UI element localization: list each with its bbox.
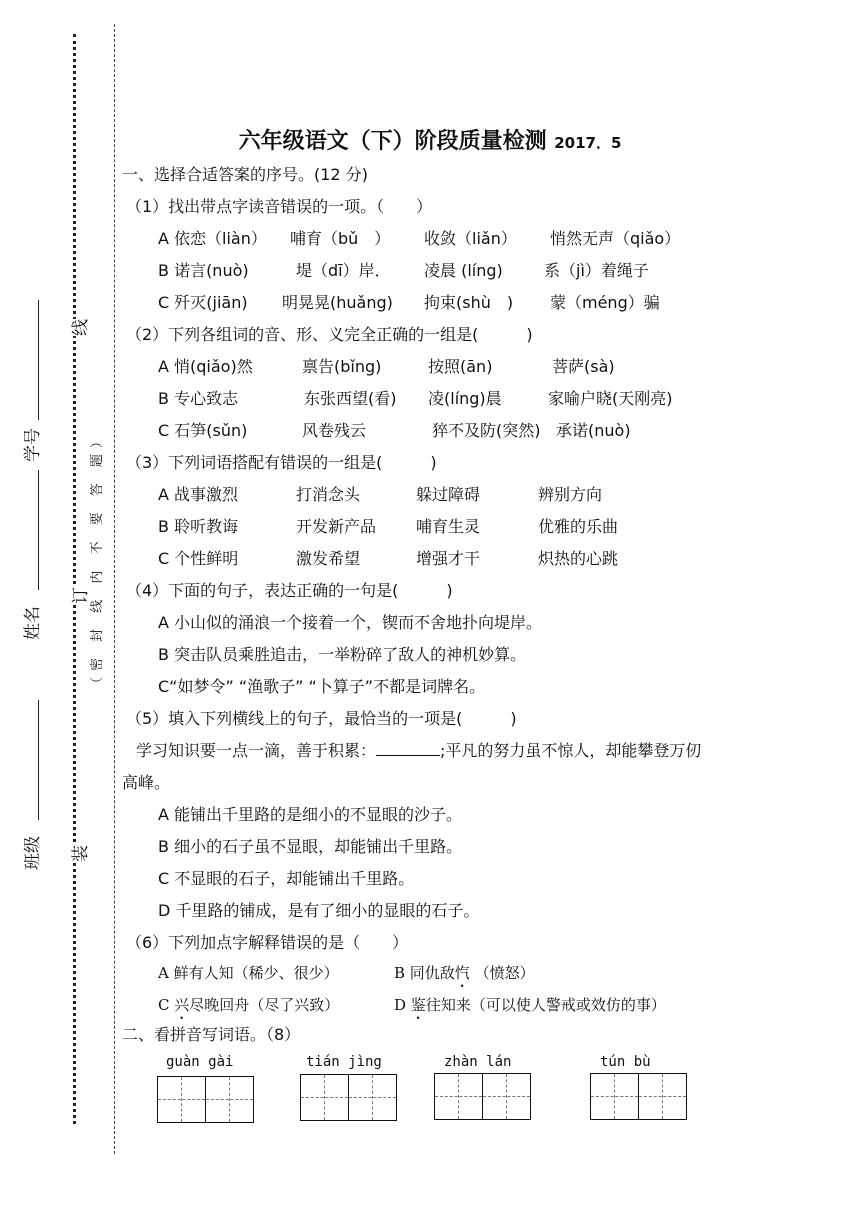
tianzige-cell[interactable] [482, 1074, 530, 1119]
tianzige-cell[interactable] [301, 1075, 348, 1120]
name-field[interactable] [38, 470, 39, 590]
q3-A-4: 辨别方向 [538, 485, 603, 504]
q5-D: D 千里路的铺成，是有了细小的显眼的石子。 [158, 901, 480, 920]
q1-B-1: B 诺言(nuò) [158, 261, 249, 280]
q5-A: A 能铺出千里路的是细小的不显眼的沙子。 [158, 805, 463, 824]
binding-zhuang: 装 [66, 845, 91, 862]
q4-A: A 小山似的涌浪一个接着一个，锲而不舍地扑向堤岸。 [158, 613, 543, 632]
q6-C-dot: 兴 [174, 996, 190, 1014]
pinyin-3: zhàn lán [444, 1054, 512, 1070]
tianzige-box-1[interactable] [157, 1076, 254, 1123]
q6-stem: （6）下列加点字解释错误的是（ ） [126, 933, 409, 952]
q5-text-before: 学习知识要一点一滴，善于积累： [136, 741, 377, 760]
q2-stem: （2）下列各组词的音、形、义完全正确的一组是( ) [126, 325, 533, 344]
q3-C-1: C 个性鲜明 [158, 549, 239, 568]
q2-B-4: 家喻户晓(天刚亮) [548, 389, 673, 408]
q3-A-1: A 战事激烈 [158, 485, 239, 504]
q6-D-post: 往知来（可以使人警戒或效仿的事） [425, 996, 666, 1014]
q5-blank[interactable] [376, 741, 440, 756]
binding-notice: （密 封 线 内 不 要 答 题） [90, 429, 105, 690]
q1-C-3: 拘束(shù ) [424, 293, 514, 312]
q5-B: B 细小的石子虽不显眼，却能铺出千里路。 [158, 837, 463, 856]
q3-C-2: 激发希望 [296, 549, 361, 568]
tianzige-cell[interactable] [435, 1074, 482, 1119]
q1-A-4: 悄然无声（qiǎo） [550, 229, 681, 248]
q1-A-2: 哺育（bǔ ） [290, 229, 391, 248]
section2-heading: 二、看拼音写词语。（8） [122, 1025, 301, 1044]
q2-C-2: 风卷残云 [302, 421, 367, 440]
q2-C-3: 猝不及防(突然) [432, 421, 541, 440]
q4-C: C“如梦令” “渔歌子” “卜算子”不都是词牌名。 [158, 677, 486, 696]
page-title [0, 124, 860, 155]
q3-B-2: 开发新产品 [296, 517, 377, 536]
tianzige-cell[interactable] [638, 1074, 686, 1119]
id-label: 学号 [23, 428, 43, 462]
q5-stem: （5）填入下列横线上的句子，最恰当的一项是( ) [126, 709, 517, 728]
q3-C-3: 增强才干 [416, 549, 481, 568]
q2-A-1: A 悄(qiǎo)然 [158, 357, 253, 376]
q1-C-2: 明晃晃(huǎng) [282, 293, 393, 312]
q6-B-dot: 忾 [454, 964, 470, 982]
tianzige-cell[interactable] [591, 1074, 638, 1119]
tianzige-cell[interactable] [205, 1077, 253, 1122]
tianzige-box-2[interactable] [300, 1074, 397, 1121]
q2-A-3: 按照(ān) [428, 357, 493, 376]
tianzige-cell[interactable] [158, 1077, 205, 1122]
q5-text [136, 738, 701, 761]
q6-D [394, 994, 666, 1023]
q1-C-4: 蒙（méng）骗 [550, 293, 660, 312]
q2-B-2: 东张西望(看) [304, 389, 397, 408]
q4-B: B 突击队员乘胜追击，一举粉碎了敌人的神机妙算。 [158, 645, 527, 664]
q1-B-4: 系（jì）着绳子 [544, 261, 649, 280]
q5-text-cont: 高峰。 [122, 773, 171, 792]
q3-B-1: B 聆听教诲 [158, 517, 239, 536]
class-label: 班级 [23, 836, 43, 870]
title-date: 2017．5 [554, 134, 622, 152]
q3-A-2: 打消念头 [296, 485, 361, 504]
q1-A-1: A 依恋（liàn） [158, 229, 267, 248]
q3-C-4: 炽热的心跳 [538, 549, 619, 568]
q6-D-pre: D [394, 996, 411, 1014]
name-label: 姓名 [23, 606, 43, 640]
binding-dotted-line [73, 34, 76, 1124]
q3-B-3: 哺育生灵 [416, 517, 481, 536]
q1-B-3: 凌晨 (líng) [424, 261, 503, 280]
tianzige-box-3[interactable] [434, 1073, 531, 1120]
q6-B [394, 962, 535, 991]
q3-stem: （3）下列词语搭配有错误的一组是( ) [126, 453, 437, 472]
pinyin-1: guàn gài [166, 1054, 234, 1070]
q2-C-4: 承诺(nuò) [556, 421, 631, 440]
q5-text-after: ;平凡的努力虽不惊人，却能攀登万仞 [440, 741, 702, 760]
tianzige-box-4[interactable] [590, 1073, 687, 1120]
q1-B-2: 堤（dī）岸． [296, 261, 391, 280]
q2-B-1: B 专心致志 [158, 389, 239, 408]
q1-stem: （1）找出带点字读音错误的一项。（ ） [126, 197, 433, 216]
id-field[interactable] [38, 300, 39, 420]
q3-A-3: 躲过障碍 [416, 485, 481, 504]
q4-stem: （4）下面的句子，表达正确的一句是( ) [126, 581, 453, 600]
q2-C-1: C 石笋(sǔn) [158, 421, 248, 440]
tianzige-cell[interactable] [348, 1075, 396, 1120]
q6-B-pre: B 同仇敌 [394, 964, 455, 982]
binding-xian: 线 [66, 319, 91, 336]
class-field[interactable] [38, 700, 39, 820]
margin-dashed-line [114, 24, 115, 1154]
title-text: 六年级语文（下）阶段质量检测 [238, 129, 547, 154]
q6-C-pre: C [158, 996, 175, 1014]
q6-A [158, 962, 339, 983]
q6-A-pre: A 鲜 [158, 964, 189, 982]
q6-B-post: （愤怒） [469, 964, 535, 982]
q2-A-4: 菩萨(sà) [552, 357, 615, 376]
q1-C-1: C 歼灭(jiān) [158, 293, 248, 312]
q3-B-4: 优雅的乐曲 [538, 517, 619, 536]
q2-B-3: 凌(líng)晨 [428, 389, 502, 408]
q6-C-post: 尽晚回舟（尽了兴致） [189, 996, 340, 1014]
q5-C: C 不显眼的石子，却能铺出千里路。 [158, 869, 415, 888]
q6-A-rest: 有人知（稀少、很少） [188, 964, 339, 982]
section1-heading: 一、选择合适答案的序号。(12 分) [122, 165, 368, 184]
q2-A-2: 禀告(bǐng) [302, 357, 382, 376]
pinyin-4: tún bù [600, 1054, 651, 1070]
pinyin-2: tián jìng [306, 1054, 382, 1070]
q1-A-3: 收敛（liǎn） [424, 229, 517, 248]
q6-C [158, 994, 339, 1023]
binding-ding: 订 [66, 587, 91, 604]
q6-D-dot: 鉴 [410, 996, 426, 1014]
